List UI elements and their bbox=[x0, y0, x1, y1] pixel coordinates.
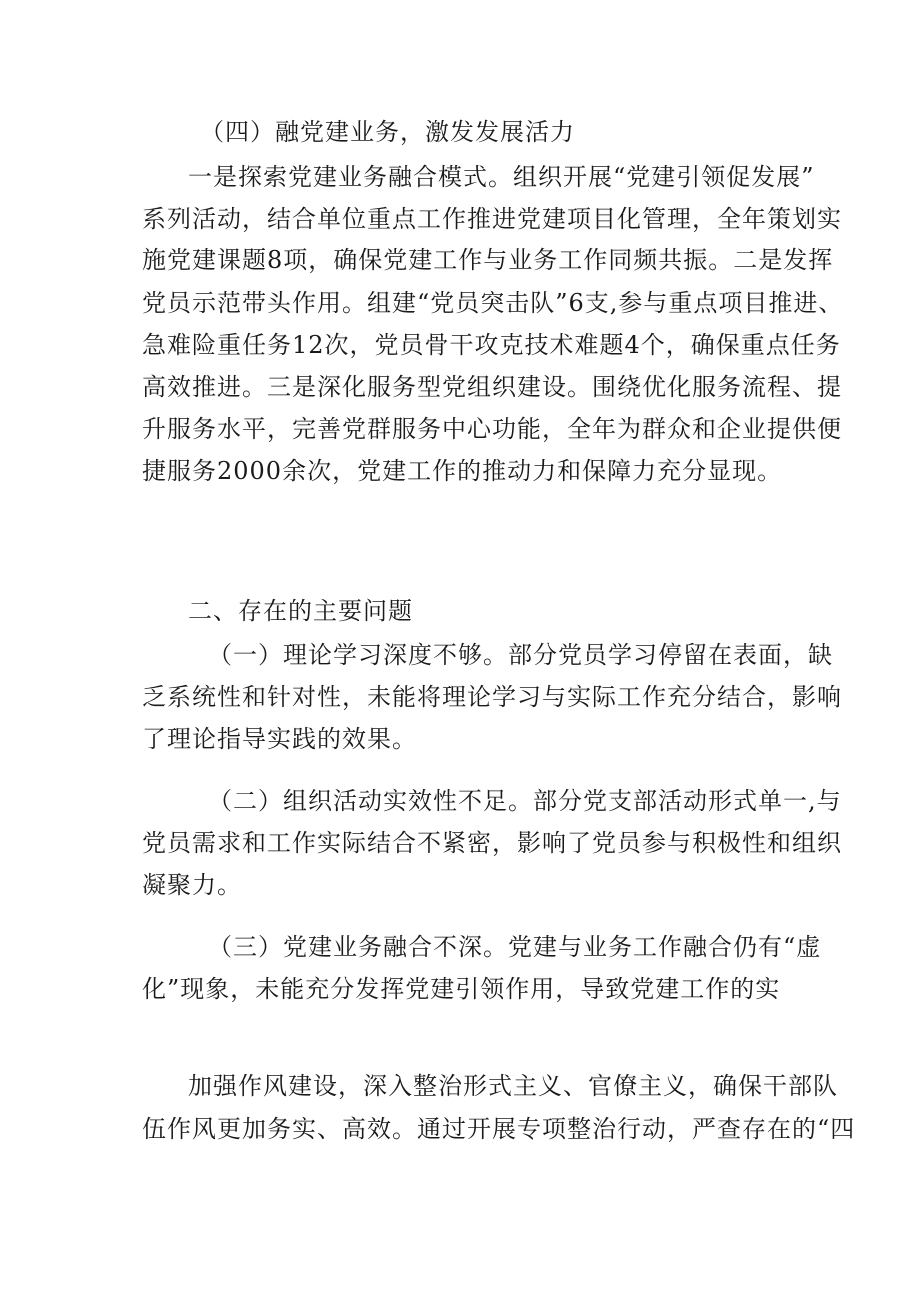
paragraph-line: 高效推进。三是深化服务型党组织建设。围绕优化服务流程、提 bbox=[142, 373, 842, 401]
paragraph-line: 捷服务2000余次，党建工作的推动力和保障力充分显现。 bbox=[142, 457, 783, 485]
paragraph-line: 凝聚力。 bbox=[142, 871, 242, 899]
paragraph-line: 升服务水平，完善党群服务中心功能，全年为群众和企业提供便 bbox=[142, 415, 842, 443]
paragraph-line: 施党建课题8项，确保党建工作与业务工作同频共振。二是发挥 bbox=[142, 246, 834, 274]
paragraph-line: 系列活动，结合单位重点工作推进党建项目化管理，全年策划实 bbox=[142, 205, 842, 233]
paragraph-line: 党员需求和工作实际结合不紧密，影响了党员参与积极性和组织 bbox=[142, 829, 842, 857]
paragraph-line: 了理论指导实践的效果。 bbox=[142, 725, 417, 753]
paragraph-line: 急难险重任务12次，党员骨干攻克技术难题4个，确保重点任务 bbox=[142, 331, 841, 359]
paragraph-line: 一是探索党建业务融合模式。组织开展“党建引领促发展” bbox=[188, 163, 815, 191]
paragraph-line: 加强作风建设，深入整治形式主义、官僚主义，确保干部队 bbox=[188, 1072, 838, 1100]
chapter-heading-problems: 二、存在的主要问题 bbox=[188, 597, 413, 625]
section-heading-4: （四）融党建业务，激发发展活力 bbox=[200, 118, 575, 146]
paragraph-line: 党员示范带头作用。组建“党员突击队”6支,参与重点项目推进、 bbox=[142, 289, 844, 317]
problem-3-heading-line: （三）党建业务融合不深。党建与业务工作融合仍有“虚 bbox=[208, 933, 822, 961]
problem-1-heading-line: （一）理论学习深度不够。部分党员学习停留在表面，缺 bbox=[208, 641, 833, 669]
paragraph-line: 伍作风更加务实、高效。通过开展专项整治行动，严查存在的“四 bbox=[142, 1115, 856, 1143]
paragraph-line: 乏系统性和针对性，未能将理论学习与实际工作充分结合，影响 bbox=[142, 683, 842, 711]
problem-2-heading-line: （二）组织活动实效性不足。部分党支部活动形式单一,与 bbox=[208, 787, 842, 815]
paragraph-line: 化”现象，未能充分发挥党建引领作用，导致党建工作的实 bbox=[142, 975, 781, 1003]
